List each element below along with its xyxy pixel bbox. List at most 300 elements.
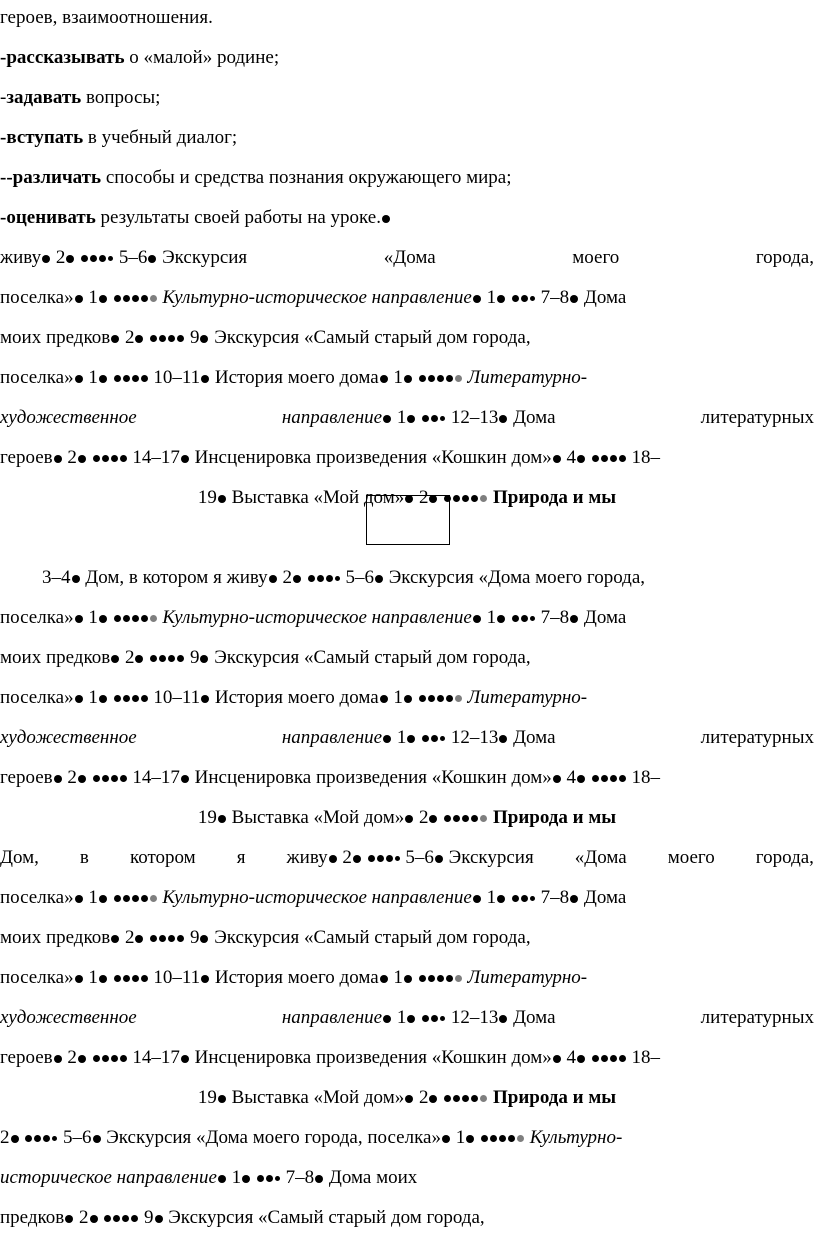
- text-run: История моего дома: [210, 967, 379, 988]
- text-line: [0, 5, 814, 31]
- text-line: [0, 365, 814, 391]
- text-run: Культурно-: [529, 1127, 623, 1148]
- bullet-dot: [428, 975, 435, 982]
- text-run: Экскурсия «Дома моего города, поселка»: [101, 1127, 441, 1148]
- text-run: 4: [566, 1047, 577, 1068]
- bullet-dot: [102, 1055, 109, 1062]
- text-run: поселка»: [0, 687, 74, 708]
- bullet-dot: [497, 615, 505, 623]
- text-run: 18–: [631, 447, 661, 468]
- bullet-dot: [428, 375, 435, 382]
- bullet-dot: [108, 256, 113, 261]
- text-run: Инсценировка произведения «Кошкин дом»: [189, 1047, 552, 1068]
- bullet-dot: [150, 655, 157, 662]
- text-run: 12–13: [450, 407, 499, 428]
- text-run: 10–11: [153, 367, 201, 388]
- text-run: 2: [67, 1047, 77, 1068]
- bullet-dot: [102, 455, 109, 462]
- text-run: 1: [231, 1167, 242, 1188]
- bullet-dot: [75, 615, 83, 623]
- text-run: Литературно-: [467, 967, 588, 988]
- text-run: [287, 845, 534, 871]
- bullet-dot: [455, 975, 462, 982]
- text-run: 1: [88, 967, 98, 988]
- text-run: 1: [396, 407, 407, 428]
- bullet-dot: [123, 375, 130, 382]
- bullet-dot: [521, 295, 528, 302]
- bullet-dot: [99, 615, 107, 623]
- bullet-dot: [431, 1015, 438, 1022]
- text-line: [0, 645, 814, 671]
- text-run: 2: [418, 807, 429, 828]
- bullet-dot: [65, 1215, 73, 1223]
- bullet-dot: [383, 1015, 391, 1023]
- bullet-dot: [497, 295, 505, 303]
- bullet-dot: [200, 335, 208, 343]
- text-run: в: [79, 847, 89, 868]
- text-run: художественное: [0, 1007, 137, 1028]
- text-run: 9: [144, 1207, 154, 1228]
- text-line: [0, 125, 814, 151]
- bullet-dot: [453, 495, 460, 502]
- bullet-dot: [275, 1176, 280, 1181]
- text-run: 2: [124, 647, 135, 668]
- bullet-dot: [480, 495, 487, 502]
- bullet-dot: [114, 295, 121, 302]
- text-run: Инсценировка произведения «Кошкин дом»: [189, 767, 552, 788]
- bullet-dot: [610, 1055, 617, 1062]
- text-run: литературных: [700, 407, 814, 428]
- bullet-dot: [148, 255, 156, 263]
- bullet-dot: [114, 615, 121, 622]
- bullet-dot: [104, 1215, 111, 1222]
- bullet-dot: [132, 615, 139, 622]
- text-run: 5–6: [405, 847, 434, 868]
- bullet-dot: [353, 855, 361, 863]
- bullet-dot: [553, 1055, 561, 1063]
- text-line: [0, 765, 814, 791]
- text-run: 1: [455, 1127, 466, 1148]
- bullet-dot: [601, 1055, 608, 1062]
- bullet-dot: [81, 255, 88, 262]
- bullet-dot: [120, 455, 127, 462]
- text-line: [0, 285, 814, 311]
- text-run: поселка»: [0, 607, 74, 628]
- text-line: [0, 1165, 814, 1191]
- bullet-dot: [422, 1015, 429, 1022]
- bullet-dot: [570, 895, 578, 903]
- bullet-dot: [453, 1095, 460, 1102]
- bullet-dot: [99, 295, 107, 303]
- bullet-dot: [386, 855, 393, 862]
- text-run: 14–17: [132, 767, 180, 788]
- text-run: 5–6: [118, 247, 148, 268]
- bullet-dot: [462, 1095, 469, 1102]
- bullet-dot: [201, 975, 209, 983]
- text-run: моих предков: [0, 327, 111, 348]
- text-run: Культурно-историческое направление: [162, 887, 472, 908]
- text-run: Выставка «Мой дом»: [226, 487, 405, 508]
- bullet-dot: [159, 655, 166, 662]
- text-line: [0, 1085, 814, 1111]
- text-line: [0, 1205, 814, 1231]
- text-run: 19: [197, 1087, 217, 1108]
- bullet-dot: [437, 695, 444, 702]
- text-run: поселка»: [0, 967, 74, 988]
- bullet-dot: [429, 1095, 437, 1103]
- bullet-dot: [99, 695, 107, 703]
- text-run: Дом,: [0, 847, 39, 868]
- text-run: 2: [67, 767, 77, 788]
- text-run: 19: [197, 807, 217, 828]
- bullet-dot: [150, 335, 157, 342]
- text-run: [282, 405, 556, 431]
- text-line: [0, 965, 814, 991]
- bullet-dot: [455, 695, 462, 702]
- bullet-dot: [123, 695, 130, 702]
- text-line: [0, 805, 814, 831]
- text-run: Экскурсия «Дома моего города,: [383, 567, 646, 588]
- bullet-dot: [78, 775, 86, 783]
- text-run: направление: [281, 407, 383, 428]
- bullet-dot: [11, 1135, 19, 1143]
- bullet-dot: [218, 1175, 226, 1183]
- bullet-dot: [177, 335, 184, 342]
- bullet-dot: [177, 935, 184, 942]
- text-run: 2: [124, 327, 135, 348]
- text-run: 2: [55, 247, 66, 268]
- bullet-dot: [120, 775, 127, 782]
- text-run: 7–8: [285, 1167, 315, 1188]
- text-run: героев: [0, 767, 53, 788]
- bullet-dot: [150, 895, 157, 902]
- bullet-dot: [54, 1055, 62, 1063]
- text-run: 1: [88, 607, 98, 628]
- bullet-dot: [132, 975, 139, 982]
- text-line: [0, 405, 814, 431]
- bullet-dot: [377, 855, 384, 862]
- text-run: 2: [342, 847, 352, 868]
- bullet-dot: [201, 695, 209, 703]
- text-run: 10–11: [153, 687, 201, 708]
- text-run: 12–13: [450, 727, 499, 748]
- text-run: [282, 725, 556, 751]
- bullet-dot: [404, 975, 412, 983]
- text-run: Литературно-: [467, 687, 588, 708]
- text-run: Природа и мы: [492, 487, 617, 508]
- bullet-dot: [135, 655, 143, 663]
- bullet-dot: [78, 1055, 86, 1063]
- bullet-dot: [218, 495, 226, 503]
- text-run: 9: [189, 647, 200, 668]
- text-run: 9: [189, 327, 200, 348]
- text-run: 2: [418, 1087, 429, 1108]
- bullet-dot: [99, 895, 107, 903]
- bullet-dot: [466, 1135, 474, 1143]
- text-run: художественное: [0, 407, 137, 428]
- bullet-dot: [132, 295, 139, 302]
- bullet-dot: [517, 1135, 524, 1142]
- bullet-dot: [508, 1135, 515, 1142]
- text-run: Дома: [579, 887, 627, 908]
- bullet-dot: [375, 575, 383, 583]
- text-run: 7–8: [540, 287, 570, 308]
- bullet-dot: [114, 975, 121, 982]
- text-line: [0, 885, 814, 911]
- bullet-dot: [380, 695, 388, 703]
- bullet-dot: [317, 575, 324, 582]
- text-run: 1: [486, 287, 497, 308]
- text-run: Экскурсия «Самый старый дом города,: [163, 1207, 485, 1228]
- bullet-dot: [266, 1175, 273, 1182]
- bullet-dot: [93, 775, 100, 782]
- bullet-dot: [610, 455, 617, 462]
- bullet-dot: [444, 815, 451, 822]
- bullet-dot: [382, 215, 390, 223]
- bullet-dot: [200, 655, 208, 663]
- text-line: [0, 1125, 814, 1151]
- text-run: 1: [393, 687, 403, 708]
- bullet-dot: [437, 975, 444, 982]
- text-run: 5–6: [345, 567, 374, 588]
- text-run: города,: [755, 847, 814, 868]
- text-run: литературных: [700, 727, 814, 748]
- text-line: [0, 165, 814, 191]
- bullet-dot: [159, 935, 166, 942]
- text-line: [0, 85, 814, 111]
- text-run: Дома: [513, 1007, 556, 1028]
- text: моего: [572, 247, 620, 268]
- bullet-dot: [481, 1135, 488, 1142]
- bullet-dot: [141, 375, 148, 382]
- text-run: 2: [124, 927, 135, 948]
- bullet-dot: [141, 295, 148, 302]
- text-run: Дома: [579, 287, 627, 308]
- bullet-dot: [473, 295, 481, 303]
- text-run: 1: [396, 727, 407, 748]
- bullet-dot: [75, 295, 83, 303]
- bullet-dot: [114, 695, 121, 702]
- bullet-dot: [75, 975, 83, 983]
- bullet-dot: [404, 375, 412, 383]
- bullet-dot: [446, 975, 453, 982]
- bullet-dot: [440, 416, 445, 421]
- bullet-dot: [123, 615, 130, 622]
- text-run: 19: [197, 487, 217, 508]
- text-run: 18–: [631, 767, 661, 788]
- bullet-dot: [75, 695, 83, 703]
- text-run: 18–: [631, 1047, 661, 1068]
- bullet-dot: [512, 615, 519, 622]
- text-run: Природа и мы: [492, 807, 617, 828]
- text: способы и средства познания окружающего мира;: [101, 167, 512, 188]
- bullet-dot: [490, 1135, 497, 1142]
- text-run: Экскурсия: [448, 847, 534, 868]
- bullet-dot: [405, 1095, 413, 1103]
- text-run: Природа и мы: [492, 1087, 617, 1108]
- bullet-dot: [141, 895, 148, 902]
- text-run: моих предков: [0, 647, 111, 668]
- bullet-dot: [200, 935, 208, 943]
- bullet-dot: [93, 455, 100, 462]
- bullet-dot: [437, 375, 444, 382]
- text-line: [0, 325, 814, 351]
- text-run: историческое направление: [0, 1167, 217, 1188]
- bullet-dot: [150, 295, 157, 302]
- bullet-dot: [419, 375, 426, 382]
- bullet-dot: [530, 616, 535, 621]
- text-run: 1: [486, 607, 497, 628]
- bullet-dot: [218, 1095, 226, 1103]
- text: о «малой» родине;: [124, 47, 280, 68]
- bullet-dot: [577, 775, 585, 783]
- bullet-dot: [601, 455, 608, 462]
- bullet-dot: [462, 495, 469, 502]
- bullet-dot: [610, 775, 617, 782]
- bullet-dot: [431, 415, 438, 422]
- bullet-dot: [407, 1015, 415, 1023]
- bullet-dot: [473, 895, 481, 903]
- bullet-dot: [592, 1055, 599, 1062]
- text-run: живу: [0, 247, 42, 268]
- bullet-dot: [530, 896, 535, 901]
- bullet-dot: [335, 576, 340, 581]
- bullet-dot: [521, 615, 528, 622]
- bullet-dot: [570, 295, 578, 303]
- bullet-dot: [168, 655, 175, 662]
- bold-verb: -оценивать: [0, 207, 96, 228]
- bullet-dot: [442, 1135, 450, 1143]
- bullet-dot: [155, 1215, 163, 1223]
- bullet-dot: [141, 695, 148, 702]
- bullet-dot: [123, 895, 130, 902]
- bullet-dot: [383, 415, 391, 423]
- bold-verb: -вступать: [0, 127, 84, 148]
- text-run: поселка»: [0, 367, 74, 388]
- text-run: моих предков: [0, 927, 111, 948]
- bullet-dot: [181, 775, 189, 783]
- bullet-dot: [132, 895, 139, 902]
- bullet-dot: [54, 455, 62, 463]
- empty-frame: [366, 495, 450, 545]
- bullet-dot: [132, 375, 139, 382]
- bullet-dot: [368, 855, 375, 862]
- bullet-dot: [473, 615, 481, 623]
- bullet-dot: [141, 615, 148, 622]
- text: вопросы;: [81, 87, 161, 108]
- bullet-dot: [462, 815, 469, 822]
- bullet-dot: [242, 1175, 250, 1183]
- text: города,: [755, 247, 814, 268]
- bullet-dot: [435, 855, 443, 863]
- bullet-dot: [131, 1215, 138, 1222]
- text-run: «Дома: [574, 847, 627, 868]
- text-run: литературных: [700, 1007, 814, 1028]
- bullet-dot: [619, 775, 626, 782]
- bullet-dot: [455, 375, 462, 382]
- bullet-dot: [521, 895, 528, 902]
- bullet-dot: [25, 1135, 32, 1142]
- bullet-dot: [422, 735, 429, 742]
- bullet-dot: [159, 335, 166, 342]
- bullet-dot: [440, 1016, 445, 1021]
- text: «Дома: [383, 247, 436, 268]
- text-run: 2: [418, 487, 429, 508]
- text-run: 2: [282, 567, 292, 588]
- text-line: [0, 685, 814, 711]
- text-run: предков: [0, 1207, 65, 1228]
- bullet-dot: [592, 455, 599, 462]
- text: -: [0, 87, 7, 108]
- text-run: 1: [88, 687, 98, 708]
- bullet-dot: [141, 975, 148, 982]
- bullet-dot: [114, 375, 121, 382]
- text-run: Инсценировка произведения «Кошкин дом»: [189, 447, 552, 468]
- bullet-dot: [90, 1215, 98, 1223]
- bullet-dot: [181, 1055, 189, 1063]
- text-run: Экскурсия «Самый старый дом города,: [209, 327, 531, 348]
- bullet-dot: [123, 975, 130, 982]
- bullet-dot: [570, 615, 578, 623]
- bullet-dot: [218, 815, 226, 823]
- text-run: живу: [286, 847, 328, 868]
- text-run: 12–13: [450, 1007, 499, 1028]
- bullet-dot: [177, 655, 184, 662]
- text-run: 1: [88, 367, 98, 388]
- bullet-dot: [93, 1135, 101, 1143]
- text-run: 3–4: [42, 567, 71, 588]
- text-run: 2: [67, 447, 77, 468]
- bullet-dot: [419, 695, 426, 702]
- bullet-dot: [431, 735, 438, 742]
- bullet-dot: [34, 1135, 41, 1142]
- bullet-dot: [269, 575, 277, 583]
- bullet-dot: [407, 735, 415, 743]
- bullet-dot: [99, 975, 107, 983]
- bullet-dot: [135, 935, 143, 943]
- bullet-dot: [453, 815, 460, 822]
- bullet-dot: [512, 295, 519, 302]
- bullet-dot: [201, 375, 209, 383]
- text-run: 4: [566, 767, 577, 788]
- text-line: [0, 845, 814, 871]
- bullet-dot: [480, 815, 487, 822]
- text-run: направление: [281, 727, 383, 748]
- bullet-dot: [181, 455, 189, 463]
- bullet-dot: [66, 255, 74, 263]
- bullet-dot: [111, 775, 118, 782]
- text-run: Дома моих: [324, 1167, 418, 1188]
- bullet-dot: [43, 1135, 50, 1142]
- bullet-dot: [480, 1095, 487, 1102]
- bullet-dot: [553, 455, 561, 463]
- bullet-dot: [111, 335, 119, 343]
- bullet-dot: [512, 895, 519, 902]
- text-line: [0, 725, 814, 751]
- bullet-dot: [120, 1055, 127, 1062]
- text-run: Дом, в котором я живу: [80, 567, 268, 588]
- text-run: 10–11: [153, 967, 201, 988]
- text-run: [282, 1005, 556, 1031]
- bullet-dot: [471, 1095, 478, 1102]
- bullet-dot: [592, 775, 599, 782]
- text: в учебный диалог;: [83, 127, 238, 148]
- text-run: 1: [486, 887, 497, 908]
- bullet-dot: [446, 695, 453, 702]
- bullet-dot: [257, 1175, 264, 1182]
- bullet-dot: [407, 415, 415, 423]
- bullet-dot: [499, 735, 507, 743]
